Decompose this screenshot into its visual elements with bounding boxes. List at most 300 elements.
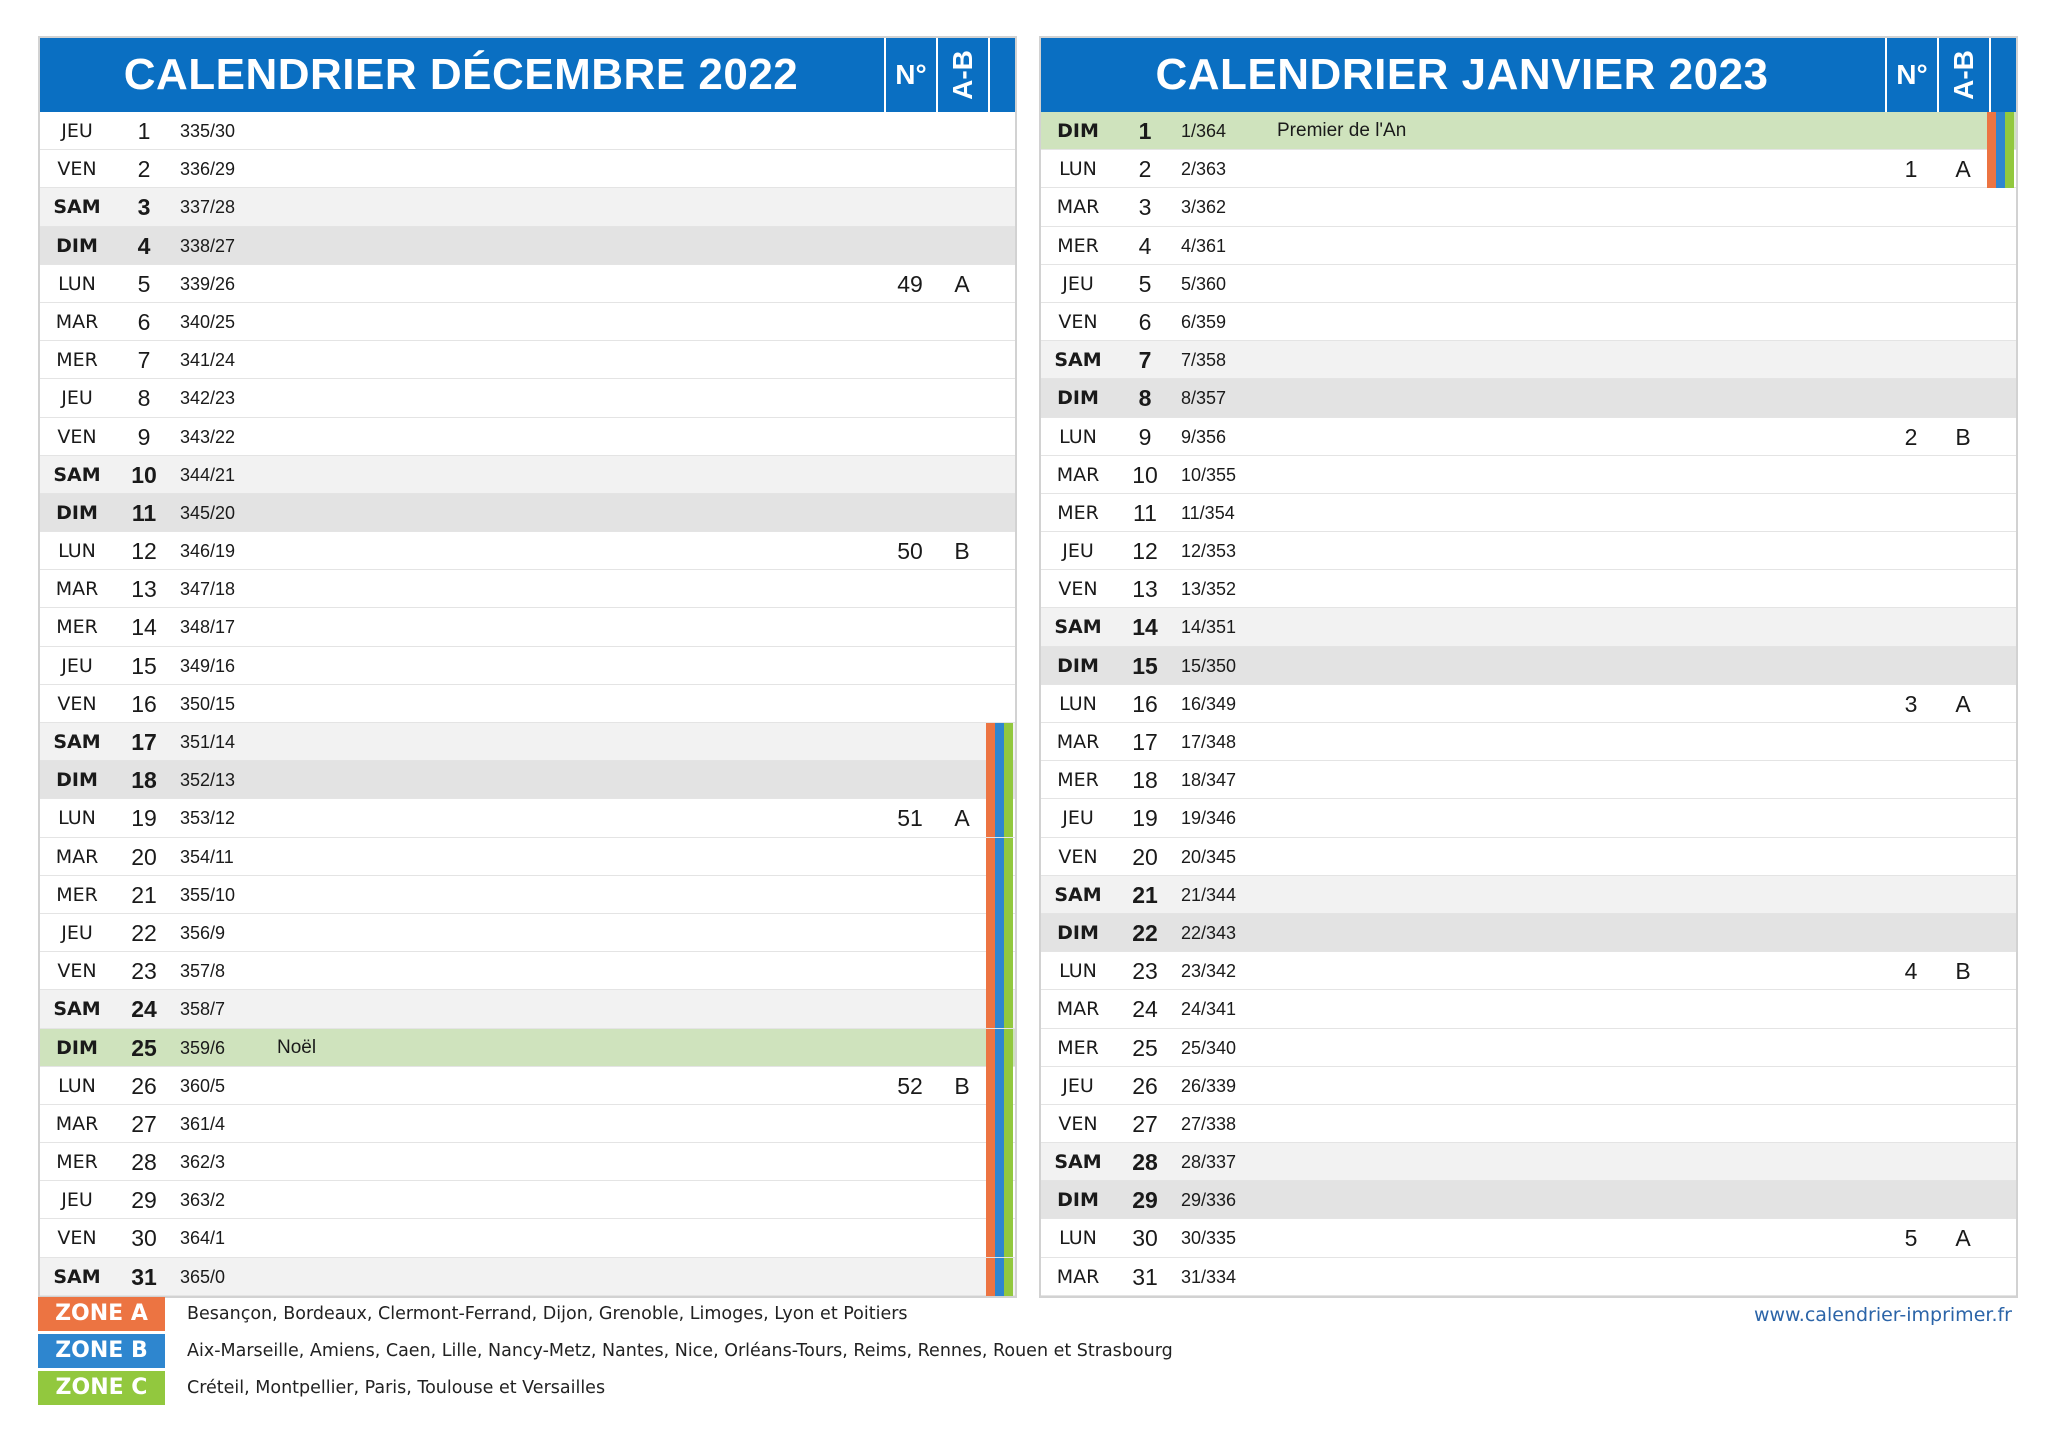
month-header [40,38,1015,112]
zone-c-bar [1004,914,1013,952]
weekday-label: LUN [1059,425,1097,448]
weekday-label: JEU [61,654,93,677]
zone-b-badge: ZONE B [38,1334,165,1368]
day-number: 21 [1132,881,1158,908]
zone-c-bar [1004,799,1013,837]
ab-week: B [954,1072,970,1099]
day-number: 27 [1132,1110,1158,1137]
day-of-year: 342/23 [180,388,236,409]
day-number: 8 [137,385,151,412]
school-holiday-zone-bars [986,838,1013,876]
weekday-label: VEN [57,425,97,448]
day-of-year: 361/4 [180,1113,226,1134]
day-row [1041,303,2016,341]
day-of-year: 22/343 [1181,922,1237,943]
day-number: 10 [1132,461,1158,488]
zone-c-bar [1004,876,1013,914]
zone-b-bar [995,876,1004,914]
day-row [40,227,1015,265]
day-row [40,1181,1015,1219]
day-of-year: 359/6 [180,1037,226,1058]
day-row [40,1258,1015,1296]
day-of-year: 25/340 [1181,1037,1237,1058]
day-number: 7 [137,347,151,374]
weekday-label: SAM [53,196,101,219]
holiday-name: Premier de l'An [1277,120,1407,141]
weekday-label: LUN [58,1074,96,1097]
weekday-label: DIM [56,769,98,792]
day-number: 29 [131,1187,157,1214]
zone-c-bar [1004,1143,1013,1181]
ab-week: B [1955,958,1971,985]
day-number: 6 [1138,308,1152,335]
zone-header [988,38,1017,112]
zone-c-cities: Créteil, Montpellier, Paris, Toulouse et Versailles [187,1378,606,1398]
zone-b-bar [995,990,1004,1028]
school-holiday-zone-bars [986,1181,1013,1219]
weekday-label: MAR [55,845,99,868]
zone-a-bar [986,838,995,876]
zone-c-bar [1004,1029,1013,1067]
weekday-label: JEU [61,120,93,142]
weekday-label: DIM [56,501,98,524]
day-row [40,379,1015,417]
school-holiday-zone-bars [986,1067,1013,1105]
weekday-label: VEN [57,158,97,181]
day-row [40,647,1015,685]
day-rows [40,112,1015,1296]
day-of-year: 340/25 [180,311,236,332]
weekday-label: LUN [1059,692,1097,715]
day-of-year: 360/5 [180,1075,226,1096]
zone-b-bar [995,761,1004,799]
day-of-year: 344/21 [180,464,236,485]
weekday-label: LUN [58,807,96,830]
day-number: 22 [1132,919,1158,946]
day-number: 26 [1132,1072,1158,1099]
day-number: 1 [1138,118,1152,144]
weekday-label: JEU [1062,272,1094,295]
holiday-row [40,1029,1015,1067]
day-of-year: 343/22 [180,426,236,447]
zone-b-bar [995,1143,1004,1181]
zone-a-bar [986,990,995,1028]
legend-zone-a [38,1297,1288,1331]
day-of-year: 18/347 [1181,770,1237,791]
zone-b-bar [995,1105,1004,1143]
weekday-label: DIM [1057,921,1099,944]
day-number: 26 [131,1072,157,1099]
ab-week: A [954,805,970,832]
week-number: 2 [1904,423,1918,450]
zone-b-bar [995,1067,1004,1105]
day-row [40,303,1015,341]
weekday-label: VEN [57,960,97,983]
day-row [1041,1105,2016,1143]
day-number: 10 [131,461,157,488]
zone-b-bar [995,1258,1004,1296]
day-row [1041,341,2016,379]
zone-b-bar [1996,150,2005,188]
school-holiday-zone-bars [986,914,1013,952]
day-number: 31 [1132,1263,1158,1290]
school-holiday-zone-bars [986,1258,1013,1296]
day-row [40,685,1015,723]
day-number: 2 [1138,156,1152,183]
weekday-label: SAM [1054,349,1102,372]
weekday-label: DIM [1057,1189,1099,1212]
weekday-label: SAM [53,731,101,753]
weekday-label: MER [1057,1036,1099,1059]
day-number: 2 [137,156,151,183]
day-of-year: 3/362 [1181,197,1227,218]
weekday-label: JEU [61,387,93,410]
day-number: 9 [137,423,151,450]
day-row [40,418,1015,456]
zone-b-bar [995,838,1004,876]
weekday-label: MER [1057,769,1099,792]
day-row [1041,532,2016,570]
day-number: 24 [1132,996,1158,1023]
week-number: 5 [1904,1225,1918,1252]
day-of-year: 24/341 [1181,999,1237,1020]
zone-b-bar [995,1219,1004,1257]
weekday-label: DIM [1057,387,1099,410]
day-row [40,990,1015,1028]
day-row [1041,1143,2016,1181]
zone-header [1989,38,2018,112]
day-row [1041,914,2016,952]
day-of-year: 346/19 [180,541,236,562]
day-of-year: 353/12 [180,808,236,829]
zone-a-bar [986,1143,995,1181]
weekday-label: VEN [1058,1112,1098,1135]
calendar-december-2022 [38,36,1017,1298]
zone-a-bar [986,1219,995,1257]
day-row [40,532,1015,570]
weekday-label: JEU [1062,540,1094,563]
weekday-label: VEN [57,1227,97,1250]
day-number: 17 [131,729,157,755]
day-row [1041,647,2016,685]
day-number: 24 [131,996,157,1023]
day-number: 3 [137,194,151,221]
weekday-label: MER [1057,501,1099,524]
day-row [40,761,1015,799]
day-of-year: 16/349 [1181,693,1237,714]
day-row [1041,570,2016,608]
school-holiday-zone-bars [1987,112,2014,150]
day-row [40,112,1015,150]
day-row [40,150,1015,188]
day-number: 17 [1132,729,1158,755]
weekday-label: MAR [1056,463,1100,486]
day-row [1041,838,2016,876]
month-header [1041,38,2016,112]
weekday-label: LUN [1059,158,1097,181]
weekday-label: MER [56,616,98,639]
school-holiday-zone-bars [986,1219,1013,1257]
day-row [1041,1067,2016,1105]
weekday-label: MAR [55,578,99,601]
school-holiday-zone-bars [986,723,1013,761]
day-of-year: 356/9 [180,922,226,943]
zone-a-bar [986,1029,995,1067]
zone-a-bar [986,1258,995,1296]
weekday-label: SAM [53,1265,101,1288]
ab-week: A [1955,690,1971,717]
day-number: 14 [131,614,157,641]
week-number-header: N° [1885,38,1937,112]
day-number: 4 [1138,232,1152,259]
weekday-label: MAR [55,1112,99,1135]
day-of-year: 354/11 [180,846,234,867]
day-row [40,799,1015,837]
day-of-year: 11/354 [1181,502,1235,523]
day-of-year: 365/0 [180,1266,226,1287]
calendar-january-2023 [1039,36,2018,1298]
day-of-year: 6/359 [1181,311,1227,332]
ab-week: A [1955,1225,1971,1252]
weekday-label: JEU [61,1189,93,1212]
day-of-year: 358/7 [180,999,226,1020]
day-row [1041,723,2016,761]
day-of-year: 363/2 [180,1190,226,1211]
day-of-year: 355/10 [180,884,236,905]
weekday-label: LUN [1059,960,1097,983]
zone-a-badge: ZONE A [38,1297,165,1331]
weekday-label: MAR [1056,196,1100,219]
school-holiday-zone-bars [986,1029,1013,1067]
day-row [40,1219,1015,1257]
week-number: 49 [897,270,923,297]
day-of-year: 7/358 [1181,350,1227,371]
day-number: 4 [137,232,151,259]
weekday-label: VEN [1058,845,1098,868]
day-number: 19 [1132,805,1158,832]
day-number: 27 [131,1110,157,1137]
week-number: 3 [1904,690,1918,717]
day-row [40,952,1015,990]
weekday-label: MER [56,883,98,906]
day-number: 18 [1132,767,1158,794]
zone-a-bar [986,1181,995,1219]
day-number: 28 [1132,1149,1158,1176]
zone-a-bar [986,761,995,799]
weekday-label: SAM [1054,1151,1102,1174]
day-of-year: 349/16 [180,655,236,676]
weekday-label: LUN [58,540,96,563]
day-of-year: 21/344 [1181,884,1237,905]
ab-week: B [1955,423,1971,450]
day-row [1041,150,2016,188]
day-number: 15 [1132,652,1158,679]
day-of-year: 1/364 [1181,121,1227,141]
zone-c-bar [1004,1105,1013,1143]
day-of-year: 2/363 [1181,159,1227,180]
day-number: 20 [1132,843,1158,870]
ab-week: A [1955,156,1971,183]
ab-week-header: A-B [936,38,988,112]
weekday-label: VEN [1058,310,1098,333]
zone-a-cities: Besançon, Bordeaux, Clermont-Ferrand, Dijon, Grenoble, Limoges, Lyon et Poitiers [187,1304,908,1324]
day-of-year: 19/346 [1181,808,1237,829]
day-number: 14 [1132,614,1158,641]
zone-a-bar [986,914,995,952]
day-number: 6 [137,308,151,335]
day-number: 28 [131,1149,157,1176]
day-row [40,570,1015,608]
day-of-year: 20/345 [1181,846,1237,867]
weekday-label: DIM [1057,654,1099,677]
day-row [1041,1258,2016,1296]
ab-week: A [954,270,970,297]
day-row [1041,456,2016,494]
day-row [1041,685,2016,723]
day-of-year: 339/26 [180,273,236,294]
day-number: 25 [131,1034,157,1061]
week-number: 1 [1904,156,1918,183]
day-number: 9 [1138,423,1152,450]
zone-c-bar [1004,1067,1013,1105]
day-number: 29 [1132,1187,1158,1214]
day-row [1041,990,2016,1028]
month-title: CALENDRIER JANVIER 2023 [1155,50,1769,99]
zone-c-bar [1004,723,1013,761]
zone-a-bar [986,1067,995,1105]
weekday-label: JEU [61,921,93,944]
weekday-label: VEN [1058,578,1098,601]
day-rows [1041,112,2016,1296]
zone-c-bar [1004,761,1013,799]
zone-b-bar [995,1181,1004,1219]
zone-a-bar [986,952,995,990]
day-of-year: 28/337 [1181,1152,1237,1173]
zone-b-bar [995,1029,1004,1067]
zone-c-bar [1004,1219,1013,1257]
week-number: 50 [897,538,923,565]
day-of-year: 4/361 [1181,235,1227,256]
weekday-label: SAM [1054,883,1102,906]
weekday-label: SAM [53,463,101,486]
zone-a-bar [1987,150,1996,188]
weekday-label: MAR [1056,731,1100,753]
day-row [40,608,1015,646]
day-of-year: 337/28 [180,197,236,218]
day-of-year: 23/342 [1181,961,1237,982]
website-link[interactable]: www.calendrier-imprimer.fr [1753,1304,2012,1326]
day-number: 30 [131,1225,157,1252]
weekday-label: MER [56,349,98,372]
legend-zone-c [38,1371,1288,1405]
day-number: 19 [131,805,157,832]
day-number: 3 [1138,194,1152,221]
zone-c-bar [2005,112,2014,150]
day-row [1041,1029,2016,1067]
day-number: 22 [131,919,157,946]
day-number: 7 [1138,347,1152,374]
weekday-label: JEU [1062,1074,1094,1097]
day-number: 25 [1132,1034,1158,1061]
day-number: 20 [131,843,157,870]
zone-b-bar [995,799,1004,837]
weekday-label: MAR [55,310,99,333]
day-number: 11 [131,499,157,526]
day-row [40,914,1015,952]
day-of-year: 8/357 [1181,388,1227,409]
month-title: CALENDRIER DÉCEMBRE 2022 [123,50,799,99]
holiday-name: Noël [277,1036,317,1058]
weekday-label: MER [1057,234,1099,257]
day-number: 1 [137,118,151,144]
day-number: 15 [131,652,157,679]
day-row [40,265,1015,303]
day-number: 8 [1138,385,1152,412]
day-of-year: 351/14 [180,732,236,752]
day-row [1041,494,2016,532]
week-number: 4 [1904,958,1918,985]
day-row [40,494,1015,532]
day-number: 23 [131,958,157,985]
day-of-year: 345/20 [180,502,236,523]
weekday-label: LUN [1059,1227,1097,1250]
day-row [1041,379,2016,417]
weekday-label: DIM [56,234,98,257]
day-of-year: 13/352 [1181,579,1237,600]
day-of-year: 336/29 [180,159,236,180]
day-row [40,1067,1015,1105]
day-number: 21 [131,881,157,908]
zone-a-bar [986,799,995,837]
day-number: 31 [131,1263,157,1290]
day-number: 18 [131,767,157,794]
weekday-label: MER [56,1151,98,1174]
day-of-year: 5/360 [1181,273,1227,294]
ab-week: B [954,538,970,565]
day-of-year: 29/336 [1181,1190,1237,1211]
ab-week-header: A-B [1937,38,1989,112]
day-row [40,456,1015,494]
day-number: 13 [131,576,157,603]
weekday-label: MAR [1056,998,1100,1021]
school-holiday-zone-bars [986,1143,1013,1181]
day-number: 5 [1138,270,1152,297]
day-of-year: 364/1 [180,1228,226,1249]
day-row [1041,608,2016,646]
weekday-label: MAR [1056,1265,1100,1288]
school-holiday-zone-bars [986,799,1013,837]
zone-c-bar [2005,150,2014,188]
school-holiday-zone-bars [986,952,1013,990]
day-of-year: 15/350 [1181,655,1237,676]
holiday-row [1041,112,2016,150]
day-row [40,341,1015,379]
zone-c-bar [1004,838,1013,876]
day-of-year: 9/356 [1181,426,1227,447]
day-row [40,1105,1015,1143]
day-number: 13 [1132,576,1158,603]
weekday-label: LUN [58,272,96,295]
zone-c-bar [1004,1181,1013,1219]
zone-b-bar [995,723,1004,761]
zone-b-bar [995,952,1004,990]
school-holiday-zone-bars [986,876,1013,914]
day-row [1041,418,2016,456]
day-of-year: 347/18 [180,579,236,600]
zone-c-bar [1004,990,1013,1028]
zone-c-badge: ZONE C [38,1371,165,1405]
zone-b-bar [995,914,1004,952]
